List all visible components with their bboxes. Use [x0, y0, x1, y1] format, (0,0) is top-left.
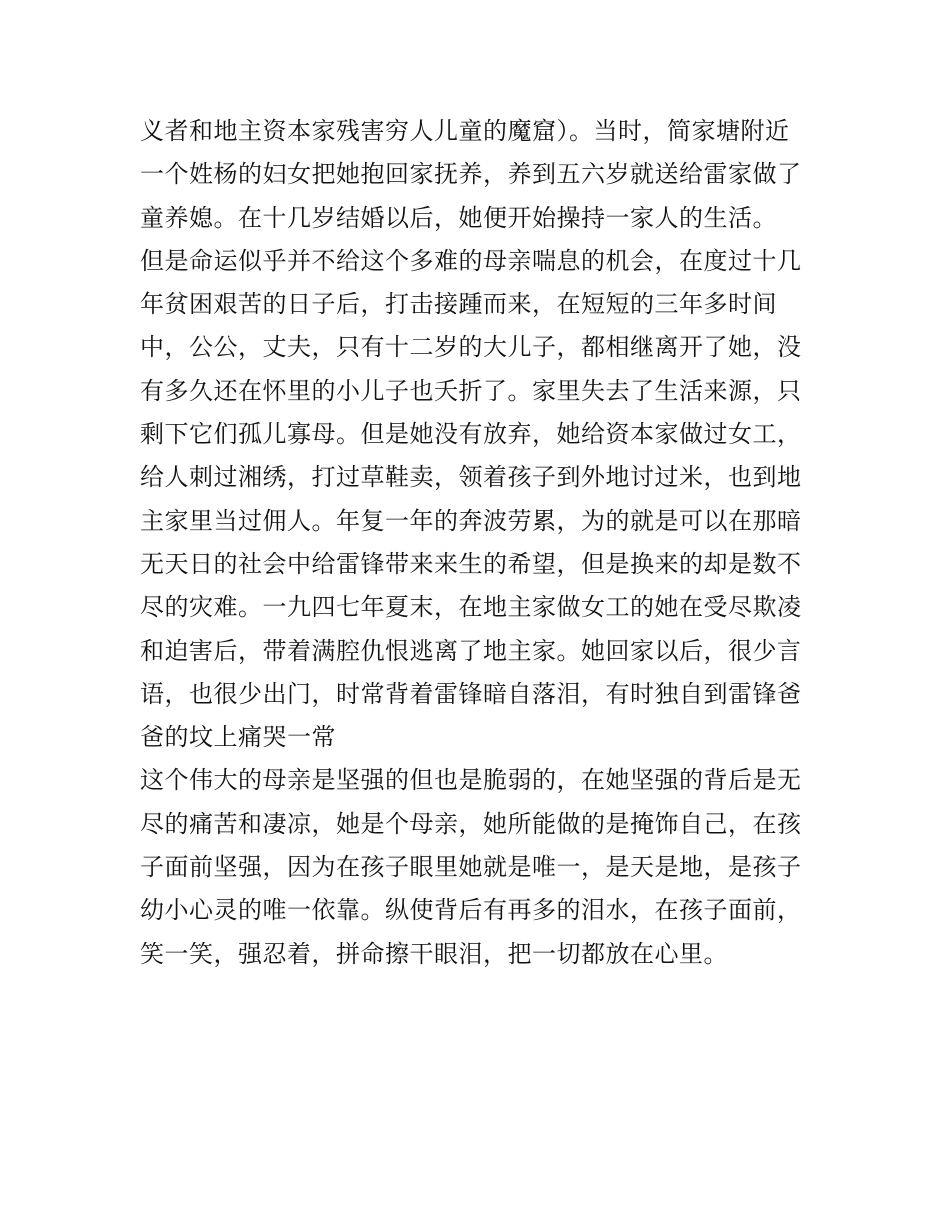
text-line: 年贫困艰苦的日子后，打击接踵而来，在短短的三年多时间 — [140, 290, 777, 319]
text-line: 尽的痛苦和凄凉，她是个母亲，她所能做的是掩饰自己，在孩 — [140, 809, 802, 838]
text-line: 童养媳。在十几岁结婚以后，她便开始操持一家人的生活。 — [140, 203, 777, 232]
text-line: 爸的坟上痛哭一常 — [140, 723, 336, 752]
text-line: 义者和地主资本家残害穷人儿童的魔窟）。当时，简家塘附近 — [140, 117, 790, 145]
text-line: 主家里当过佣人。年复一年的奔波劳累，为的就是可以在那暗 — [140, 506, 802, 535]
text-line: 子面前坚强，因为在孩子眼里她就是唯一，是天是地，是孩子 — [140, 853, 802, 882]
text-line: 无天日的社会中给雷锋带来来生的希望，但是换来的却是数不 — [140, 549, 802, 578]
text-line: 笑一笑，强忍着，拼命擦干眼泪，把一切都放在心里。 — [140, 939, 728, 968]
text-line: 但是命运似乎并不给这个多难的母亲喘息的机会，在度过十几 — [140, 246, 802, 275]
body-text — [140, 110, 820, 976]
text-line: 给人刺过湘绣，打过草鞋卖，领着孩子到外地讨过米，也到地 — [140, 463, 802, 492]
text-line: 尽的灾难。一九四七年夏末，在地主家做女工的她在受尽欺凌 — [140, 593, 802, 622]
text-line: 和迫害后，带着满腔仇恨逃离了地主家。她回家以后，很少言 — [140, 636, 802, 665]
text-line: 语，也很少出门，时常背着雷锋暗自落泪，有时独自到雷锋爸 — [140, 679, 802, 708]
text-line: 中，公公，丈夫，只有十二岁的大儿子，都相继离开了她，没 — [140, 333, 802, 362]
text-line: 这个伟大的母亲是坚强的但也是脆弱的，在她坚强的背后是无 — [140, 766, 802, 795]
text-line: 有多久还在怀里的小儿子也夭折了。家里失去了生活来源，只 — [140, 376, 802, 405]
text-line: 一个姓杨的妇女把她抱回家抚养，养到五六岁就送给雷家做了 — [140, 160, 802, 189]
text-line: 幼小心灵的唯一依靠。纵使背后有再多的泪水，在孩子面前， — [140, 896, 802, 925]
text-line: 剩下它们孤儿寡母。但是她没有放弃，她给资本家做过女工， — [140, 420, 802, 449]
